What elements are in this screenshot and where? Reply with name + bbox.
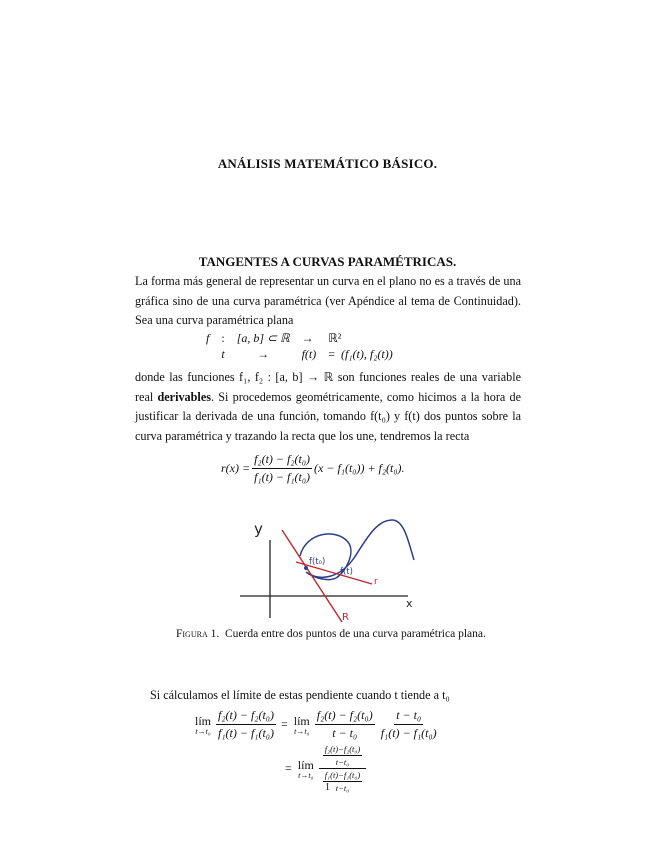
point-t0-label: f(t₀)	[309, 557, 326, 567]
derivables-bold: derivables	[157, 389, 211, 404]
slope-fraction: $\frac{\text{f₂(t) − f₂(t₀)}}{\text{f₁(t) − f₁(t₀)}}$	[254, 452, 311, 484]
limit-equation-line1: lím t→t₀ $\frac{\text{f₂(t) − f₂(t₀)}}{\text{f₁(t) − f₁(t₀)}}$ = lím t→t₀ $\frac{\text{f₂(t) − f₂(t₀)}}{\text{t − t₀}}$ $\frac{\text{t − t₀}}{\text{f₁(t) − f₁(t₀)}}$	[195, 708, 437, 740]
fn-image: f(t)	[301, 346, 317, 361]
fn-equals: = (f₁(t), f₂(t))	[328, 346, 393, 361]
limit-equation-line2: = lím t→t₀ $\frac{\frac{\text{f₂(t)−f₂(t₀)}}{\text{t−t₀}}}{\frac{\text{f₁(t)−f₁(t₀)}}{\text{t−t₀}}}$	[282, 744, 368, 793]
x-axis-label: x	[406, 597, 413, 610]
y-axis-label: y	[254, 520, 263, 538]
fn-colon: :	[221, 330, 225, 345]
secant-equation: r(x) = $\frac{\text{f₂(t) − f₂(t₀)}}{\text{f₁(t) − f₁(t₀)}}$ (x − f₁(t₀)) + f₂(t₀).	[221, 452, 405, 484]
fn-symbol: f	[206, 330, 210, 345]
line-r-label: r	[374, 577, 378, 587]
limit-paragraph: Si cálculamos el límite de estas pendiente cuando t tiende a t₀	[150, 688, 450, 702]
fn-maps-arrow: →	[257, 346, 270, 361]
fn-components: (f₁(t), f₂(t))	[341, 346, 393, 361]
page-number: 1	[325, 782, 330, 793]
figure-caption: Figura 1. Cuerda entre dos puntos de una curva paramétrica plana.	[176, 628, 486, 640]
fn-domain: [a, b] ⊂ ℝ	[236, 330, 290, 345]
point-f-t0	[304, 566, 308, 570]
fn-arrow: →	[301, 330, 314, 345]
parametric-curve	[300, 520, 414, 580]
body-paragraph: donde las funciones f₁, f₂ : [a, b] → ℝ son funciones reales de una variable real derivables. Si procedemos geométricamente, como hicimos a la hora de justificar la derivada de una función, tomando f(t₀) y f(t) dos puntos sobre la curva paramétrica y trazando la recta que los une, tendremos la recta	[135, 370, 521, 443]
function-definition	[200, 330, 399, 362]
fn-codomain: ℝ²	[328, 330, 342, 345]
intro-paragraph: La forma más general de representar un curva en el plano no es a través de una gráfica sino de una curva paramétrica (ver Apéndice al tema de Continuidad). Sea una curva paramétrica plana	[135, 274, 521, 327]
fn-var: t	[221, 346, 225, 361]
line-R-label: R	[342, 612, 349, 623]
point-t-label: f(t)	[340, 567, 353, 577]
section-title: TANGENTES A CURVAS PARAMÉTRICAS.	[198, 254, 457, 269]
parametric-curve-figure	[236, 512, 436, 624]
page-title: ANÁLISIS MATEMÁTICO BÁSICO.	[217, 156, 438, 171]
